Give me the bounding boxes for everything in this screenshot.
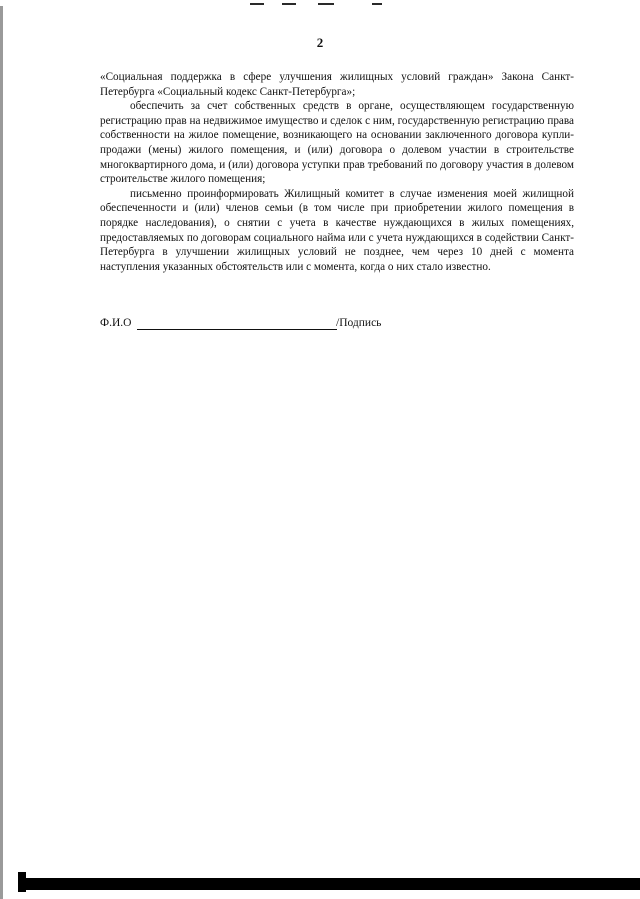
- signature-line: [137, 329, 337, 330]
- signature-label: /Подпись: [336, 317, 382, 329]
- document-body: [100, 70, 574, 274]
- paragraph-notification-obligation: письменно проинформировать Жилищный комитет в случае изменения моей жилищной обеспеченности и (или) членов семьи (в том числе при приобретении жилого помещения в порядке наследования), о снятии с учета в качестве нуждающихся в жилых помещениях, предоставляемых по договорам социального найма или с учета нуждающихся в содействии Санкт-Петербурга в улучшении жилищных условий не позднее, чем через 10 дней с момента наступления указанных обстоятельств или с момента, когда о них стало известно.: [100, 187, 574, 273]
- scan-bottom-bar: [22, 878, 640, 890]
- paragraph-registration-obligation: обеспечить за счет собственных средств в органе, осуществляющем государственную регистрацию прав на недвижимое имущество и сделок с ним, государственную регистрацию права собственности на жилое помещение, возникающего на основании заключенного договора купли-продажи (мены) жилого помещения, и (или) договора о долевом участии в строительстве многоквартирного дома, и (или) договора уступки прав требований по договору участия в долевом строительстве жилого помещения;: [100, 100, 574, 186]
- page-number: 2: [316, 35, 324, 50]
- scan-top-artifacts: [0, 0, 640, 8]
- paragraph-social-support: «Социальная поддержка в сфере улучшения жилищных условий граждан» Закона Санкт-Петербурга «Социальный кодекс Санкт-Петербурга»;: [100, 71, 574, 98]
- signature-block: [100, 317, 400, 333]
- scan-left-edge: [0, 6, 3, 899]
- name-label: Ф.И.О: [100, 317, 132, 329]
